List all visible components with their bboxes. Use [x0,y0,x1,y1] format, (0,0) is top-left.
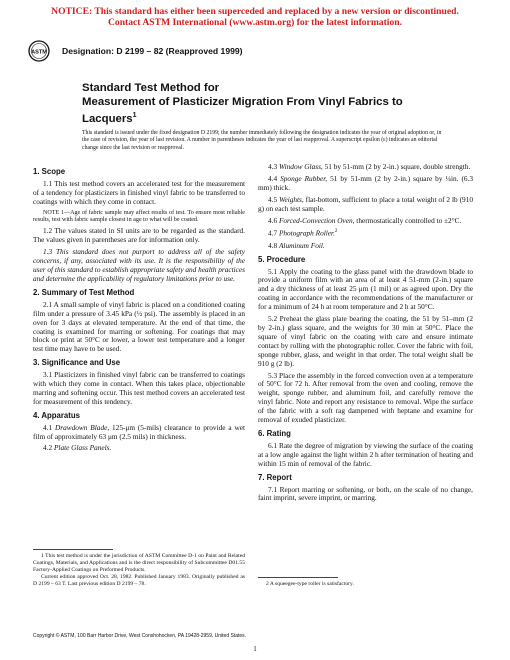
copyright: Copyright © ASTM, 100 Barr Harbor Drive, West Conshohocken, PA 19428-2959, United States. [33,633,247,639]
footnote-rule-left [33,549,113,550]
astm-logo-icon [28,40,50,62]
footnote-2: 2 A squeegee-type roller is satisfactory. [266,581,354,587]
footnote-1a: 1 This test method is under the jurisdiction of ASTM Committee D-1 on Paint and Related Coatings, Materials, and Applications and is the direct responsibility of Subcommittee D01.55 Factory-Applied Coatings on Preformed Products. [33,553,245,573]
paragraph-4-2: 4.2 Plate Glass Panels. [43,443,112,453]
paragraph-4-5: 4.5 Weights, flat-bottom, sufficient to place a total weight of 2 lb (910 g) on each test sample. [258,194,473,213]
page-number: 1 [253,645,257,653]
section-2-heading: 2. Summary of Test Method [33,287,135,297]
paragraph-6-1: 6.1 Rate the degree of migration by viewing the surface of the coating at a low angle against the light within 2 h after termination of heating and within 15 min of removal of the fabric. [258,440,473,468]
paragraph-1-2: 1.2 The values stated in SI units are to be regarded as the standard. The values given in parentheses are for information only. [33,226,245,245]
right-column [258,163,473,506]
footnote-rule-right [258,577,338,578]
paragraph-3-1: 3.1 Plasticizers in finished vinyl fabric can be transferred to coatings with which they come in contact. When this takes place, objectionable marring and softening occur. This test method covers an accelerated test for measurement of this tendency. [33,370,245,406]
section-7-heading: 7. Report [258,472,292,482]
left-column [33,163,245,456]
title-footnote-mark: 1 [132,112,137,119]
section-6-heading: 6. Rating [258,428,291,438]
footnotes-right [258,574,473,588]
title-line-1: Standard Test Method for [82,82,220,94]
paragraph-1-1: 1.1 This test method covers an accelerated test for the measurement of a tendency for plasticizers in finished vinyl fabric to be transferred to coatings with which they come in contact. [33,178,245,206]
designation: Designation: D 2199 – 82 (Reapproved 1999) [62,46,243,56]
document-header [28,40,488,62]
paragraph-4-4: 4.4 Sponge Rubber, 51 by 51-mm (2 by 2-in.) square by ¼in. (6.3 mm) thick. [258,173,473,192]
paragraph-4-8: 4.8 Aluminum Foil. [268,240,325,250]
footnotes-left [33,546,245,588]
notice-line-2: Contact ASTM International (www.astm.org) for the latest information. [108,17,402,28]
standard-title [82,82,442,126]
notice-line-1: NOTICE: This standard has either been superceded and replaced by a new version or discontinued. [51,6,459,17]
issue-note: This standard is issued under the fixed designation D 2199; the number immediately following the designation indicates the year of original adoption or, in the case of revision, the year of last revision. A number in parentheses indicates the year of last reapproval. A superscript epsilon (ε) indicates an editorial change since the last revision or reapproval. [82,130,442,151]
section-5-heading: 5. Procedure [258,254,306,264]
footnote-1b: Current edition approved Oct. 28, 1982. Published January 1983. Originally published as D 2199 – 63 T. Last previous edition D 2199 – 78. [33,574,245,587]
section-3-heading: 3. Significance and Use [33,358,121,368]
paragraph-4-1: 4.1 Drawdown Blade, 125-μm (5-mils) clearance to provide a wet film of approximately 63 μm (2.5 mils) in thickness. [33,422,245,441]
paragraph-4-7: 4.7 Photograph Roller.$^2$ [268,228,338,238]
paragraph-4-3: 4.3 Window Glass, 51 by 51-mm (2 by 2-in.) square, double strength. [268,162,471,171]
paragraph-5-1: 5.1 Apply the coating to the glass panel with the drawdown blade to provide a uniform film with an area of at least 4 51-mm (2-in.) square and a dry thickness of at least 25 μm (1 mil) or as agreed upon. Dry the coating in accordance with the recommendations of the manufacturer or for a minimum of 24 h at room temperature and 2 h at 50°C. [258,266,473,312]
note-1: NOTE 1—Age of fabric sample may affect results of test. To ensure most reliable results, test with fabric sample closest in age to what will be coated. [33,209,245,224]
title-line-2: Measurement of Plasticizer Migration From Vinyl Fabrics to [82,95,403,108]
astm-logo-text: ASTM [31,49,47,56]
paragraph-2-1: 2.1 A small sample of vinyl fabric is placed on a conditioned coating film under a pressure of 3.45 kPa (½ psi). The assembly is placed in an oven for 3 days at elevated temperature. At the end of that time, the coating is examined for marring or softening. For coatings that may block or print at 50°C or lower, a lower test temperature and a longer test time may have to be used. [33,299,245,354]
paragraph-7-1: 7.1 Report marring or softening, or both, on the scale of no change, faint imprint, severe imprint, or marring. [258,484,473,503]
paragraph-5-3: 5.3 Place the assembly in the forced convection oven at a temperature of 50°C for 72 h. After removal from the oven and cooling, remove the weight, sponge rubber, and aluminum foil, and carefully remove the vinyl fabric. Note and report any resistance to removal. Wipe the surface of the fabric with a soft rag dampened with heptane and examine for removal of exuded plasticizer. [258,370,473,425]
section-1-heading: 1. Scope [33,167,66,176]
paragraph-4-6: 4.6 Forced-Convection Oven, thermostatically controlled to ±2°C. [268,215,462,225]
supersession-notice [0,6,510,28]
title-line-3: Lacquers [82,112,133,125]
paragraph-5-2: 5.2 Preheat the glass plate bearing the coating, the 51 by 51–mm (2 by 2-in.) glass square, and the weights for 30 min at 50°C. Place the square of vinyl fabric on the coating with care and ensure intimate contact by rolling with the photographic roller. Cover the fabric with foil, sponge rubber, glass, and weight in that order. The total weight shall be 910 g (2 lb). [258,314,473,368]
section-4-heading: 4. Apparatus [33,410,80,420]
paragraph-1-3: 1.3 This standard does not purport to address all of the safety concerns, if any, associated with its use. It is the responsibility of the user of this standard to establish appropriate safety and health practices and determine the applicability of regulatory limitations prior to use. [33,247,245,283]
